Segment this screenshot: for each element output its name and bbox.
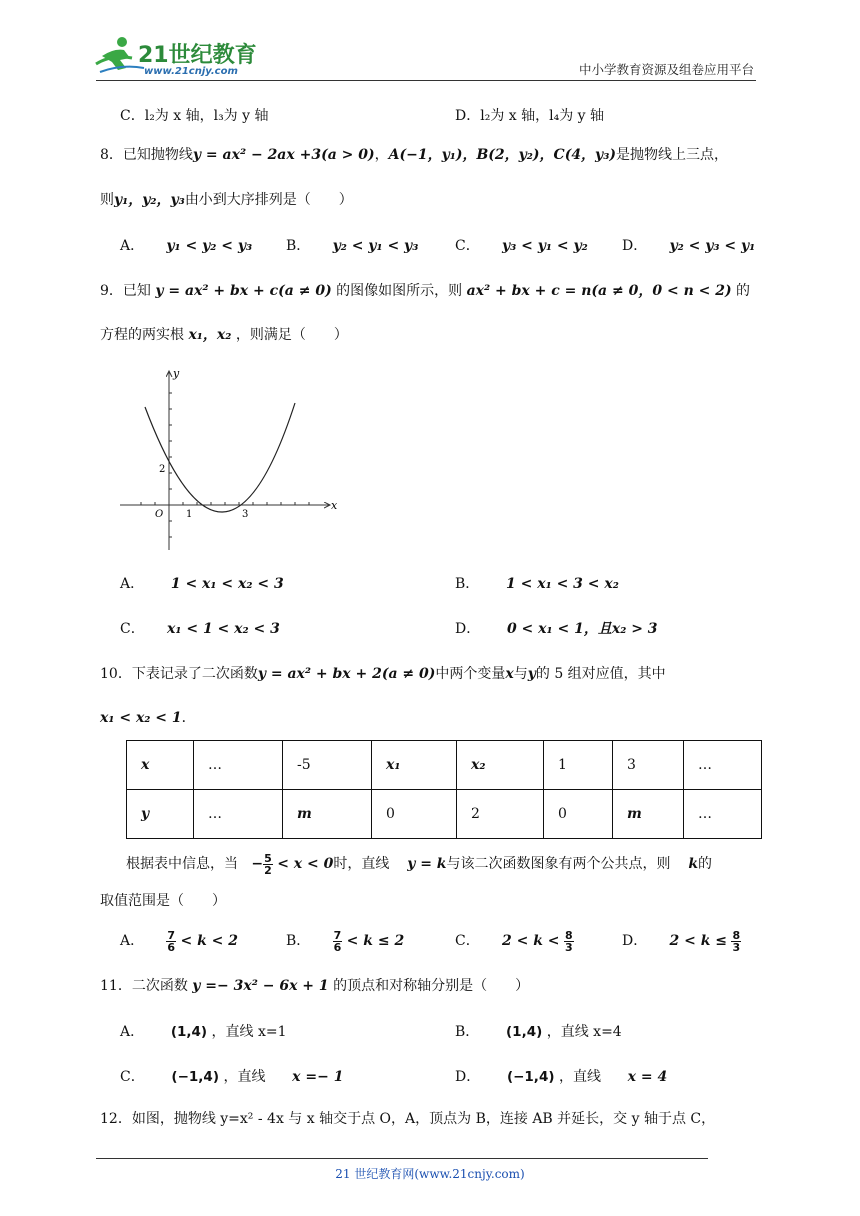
site-logo <box>92 34 272 80</box>
table-cell: … <box>684 741 762 790</box>
option-label: C． <box>120 1069 145 1085</box>
footer-divider <box>96 1158 708 1159</box>
q11-stem <box>100 976 529 996</box>
table-cell: x₁ <box>372 741 457 790</box>
q8-formula: y = ax² − 2ax +3(a > 0) <box>192 147 375 163</box>
fraction-numerator: 7 <box>167 928 176 942</box>
graph-x-label: x <box>331 499 338 512</box>
table-cell: -5 <box>283 741 372 790</box>
option-label: A． <box>120 933 145 949</box>
q8-option-c[interactable] <box>455 236 588 256</box>
q8-points: A(−1，y₁)，B(2，y₂)，C(4，y₃) <box>388 147 616 163</box>
q11-formula: y =− 3x² − 6x + 1 <box>192 978 329 994</box>
q11-option-d[interactable] <box>455 1067 667 1087</box>
option-expr: 2 < k ≤ <box>669 933 728 949</box>
option-expr: ，直线 <box>223 1069 266 1085</box>
option-label: C． <box>455 238 480 254</box>
option-expr: y₁ < y₂ < y₃ <box>166 238 253 254</box>
option-label: C． <box>120 621 145 637</box>
graph-tick-x1: 1 <box>186 509 193 520</box>
q9-parabola-graph <box>115 365 345 555</box>
q10-option-c[interactable] <box>455 928 574 954</box>
option-label: B． <box>455 1024 480 1040</box>
fraction-denominator: 3 <box>564 940 573 954</box>
q10-stem-line1 <box>100 664 666 684</box>
q8-vars: y₁，y₂，y₃ <box>114 192 185 208</box>
q8-option-d[interactable] <box>622 236 755 256</box>
q10-and: 与 <box>513 666 528 682</box>
table-cell: … <box>194 790 283 839</box>
option-expr: x₁ < 1 < x₂ < 3 <box>166 621 280 637</box>
parabola-curve <box>145 403 295 512</box>
q9-prefix: 9．已知 <box>100 283 151 299</box>
graph-y-label: y <box>173 367 180 380</box>
option-expr: 2 < k < <box>501 933 560 949</box>
q8-suffix: 是抛物线上三点， <box>615 147 728 163</box>
q7-option-c[interactable]: C．l₂为 x 轴，l₃为 y 轴 <box>120 108 269 124</box>
option-expr: y₃ < y₁ < y₂ <box>501 238 588 254</box>
q9-option-a[interactable] <box>120 574 284 594</box>
q9-option-c[interactable] <box>120 619 280 639</box>
table-cell: … <box>194 741 283 790</box>
table-row <box>127 790 762 839</box>
option-axis: x =− 1 <box>292 1069 344 1085</box>
table-cell: m <box>283 790 372 839</box>
option-label: D． <box>455 621 481 637</box>
fraction-numerator: 7 <box>333 928 342 942</box>
q8-prefix: 8．已知抛物线 <box>100 147 193 163</box>
fraction-numerator: 8 <box>564 928 573 942</box>
option-expr: < k ≤ 2 <box>346 933 405 949</box>
q9-equation: ax² + bx + c = n(a ≠ 0，0 < n < 2) <box>466 283 732 299</box>
q8-stem-line1: 8．已知抛物线y = ax² − 2ax +3(a > 0)，A(−1，y₁)，B(2，y₂)，C(4，y₃)是抛物线上三点， <box>100 147 728 163</box>
q10-cond-end: ． <box>181 710 196 726</box>
runner-logo-icon <box>92 34 272 80</box>
fraction-numerator: 5 <box>264 851 272 865</box>
q12-stem: 12．如图，抛物线 y=x² - 4x 与 x 轴交于点 O，A，顶点为 B，连接 AB 并延长，交 y 轴于点 C， <box>100 1111 716 1127</box>
option-point: (1,4) <box>506 1024 543 1040</box>
q9-formula: y = ax² + bx + c(a ≠ 0) <box>155 283 332 299</box>
option-expr: ，直线 x=1 <box>211 1024 287 1040</box>
option-label: C． <box>455 933 480 949</box>
q8-option-b[interactable] <box>286 236 418 256</box>
q11-option-c[interactable] <box>120 1067 343 1087</box>
fraction-denominator: 3 <box>732 940 741 954</box>
footer-link[interactable]: 21 世纪教育网(www.21cnjy.com) <box>335 1167 525 1181</box>
table-cell: 0 <box>544 790 613 839</box>
fraction-denominator: 2 <box>264 863 272 877</box>
q11-option-a[interactable] <box>120 1022 287 1042</box>
option-point: (−1,4) <box>171 1069 219 1085</box>
q10-option-b[interactable] <box>286 928 404 954</box>
q10-info-cond: < x < 0 <box>277 856 334 872</box>
fraction-numerator: 8 <box>732 928 741 942</box>
q10-info-line: 根据表中信息，当 − $\frac{5}{2}$ < x < 0时，直线 y = k与该二次函数图象有两个公共点，则 k的 <box>126 851 713 877</box>
q9-line2-post: ，则满足（ ） <box>235 327 348 343</box>
graph-origin-label: O <box>155 509 164 520</box>
option-point: (−1,4) <box>506 1069 555 1085</box>
q7-option-d[interactable]: D．l₂为 x 轴，l₄为 y 轴 <box>455 108 605 124</box>
option-expr: 1 < x₁ < x₂ < 3 <box>170 576 284 592</box>
q11-option-b[interactable] <box>455 1022 622 1042</box>
q10-info-line-eq: y = k <box>407 856 447 872</box>
option-expr: < k < 2 <box>180 933 239 949</box>
q8-line2-post: 由小到大序排列是（ ） <box>184 192 353 208</box>
logo-brand-text: 21世纪教育 <box>138 43 257 68</box>
option-label: A． <box>120 238 145 254</box>
q10-option-a[interactable] <box>120 928 238 954</box>
table-row <box>127 741 762 790</box>
q10-info-end: 的 <box>698 856 713 872</box>
q9-line2-pre: 方程的两实根 <box>100 327 184 343</box>
option-label: D． <box>622 238 648 254</box>
header-divider <box>96 80 756 81</box>
option-expr: 0 < x₁ < 1，且x₂ > 3 <box>506 621 658 637</box>
q10-mid: 中两个变量 <box>435 666 506 682</box>
q10-suffix: 的 5 组对应值，其中 <box>535 666 666 682</box>
q9-roots: x₁，x₂ <box>188 327 232 343</box>
table-cell: 2 <box>457 790 544 839</box>
q8-option-a[interactable] <box>120 236 252 256</box>
q9-suffix: 的 <box>736 283 751 299</box>
q10-info-mid: 时，直线 <box>333 856 390 872</box>
table-cell: 1 <box>544 741 613 790</box>
q10-var-y: y <box>527 666 536 682</box>
table-cell: x₂ <box>457 741 544 790</box>
q9-option-b[interactable] <box>455 574 619 594</box>
option-expr: ，直线 <box>558 1069 601 1085</box>
option-label: D． <box>622 933 648 949</box>
logo-url-text: www.21cnjy.com <box>144 66 238 77</box>
option-expr: 1 < x₁ < 3 < x₂ <box>506 576 619 592</box>
q9-stem-line2 <box>100 325 348 345</box>
option-label: A． <box>120 576 145 592</box>
q10-info-k: k <box>688 856 699 872</box>
option-axis: x = 4 <box>627 1069 668 1085</box>
option-expr: y₂ < y₃ < y₁ <box>669 238 756 254</box>
q11-suffix: 的顶点和对称轴分别是（ ） <box>333 978 530 994</box>
option-label: A． <box>120 1024 145 1040</box>
table-cell: y <box>127 790 194 839</box>
table-cell: m <box>613 790 684 839</box>
q10-stem-line2 <box>100 708 196 728</box>
q10-formula: y = ax² + bx + 2(a ≠ 0) <box>257 666 436 682</box>
table-cell: x <box>127 741 194 790</box>
option-label: B． <box>455 576 480 592</box>
option-label: D． <box>455 1069 481 1085</box>
fraction-denominator: 6 <box>167 940 176 954</box>
q9-mid: 的图像如图所示，则 <box>336 283 463 299</box>
header-platform-text: 中小学教育资源及组卷应用平台 <box>578 62 754 77</box>
fraction-denominator: 6 <box>333 940 342 954</box>
table-cell: 0 <box>372 790 457 839</box>
q10-prefix: 10．下表记录了二次函数 <box>100 666 258 682</box>
option-point: (1,4) <box>170 1024 208 1040</box>
q9-stem-line1 <box>100 281 750 301</box>
q10-var-x: x <box>505 666 514 682</box>
option-expr: y₂ < y₁ < y₃ <box>332 238 419 254</box>
q10-info-pre: 根据表中信息，当 <box>126 856 238 872</box>
q10-line3: 取值范围是（ ） <box>100 893 226 909</box>
q9-option-d[interactable] <box>455 619 658 639</box>
option-expr: ，直线 x=4 <box>546 1024 622 1040</box>
q8-line2-pre: 则 <box>100 192 114 208</box>
q11-prefix: 11．二次函数 <box>100 978 188 994</box>
q10-option-d[interactable] <box>622 928 741 954</box>
option-label: B． <box>286 933 311 949</box>
table-cell: … <box>684 790 762 839</box>
graph-tick-y2: 2 <box>159 464 166 475</box>
q8-stem-line2 <box>100 190 353 210</box>
graph-tick-x3: 3 <box>242 509 249 520</box>
option-label: B． <box>286 238 311 254</box>
q10-fraction <box>263 853 273 876</box>
q10-value-table <box>126 740 762 839</box>
q10-condition: x₁ < x₂ < 1 <box>100 710 182 726</box>
table-cell: 3 <box>613 741 684 790</box>
q10-info-post: 与该二次函数图象有两个公共点，则 <box>446 856 671 872</box>
